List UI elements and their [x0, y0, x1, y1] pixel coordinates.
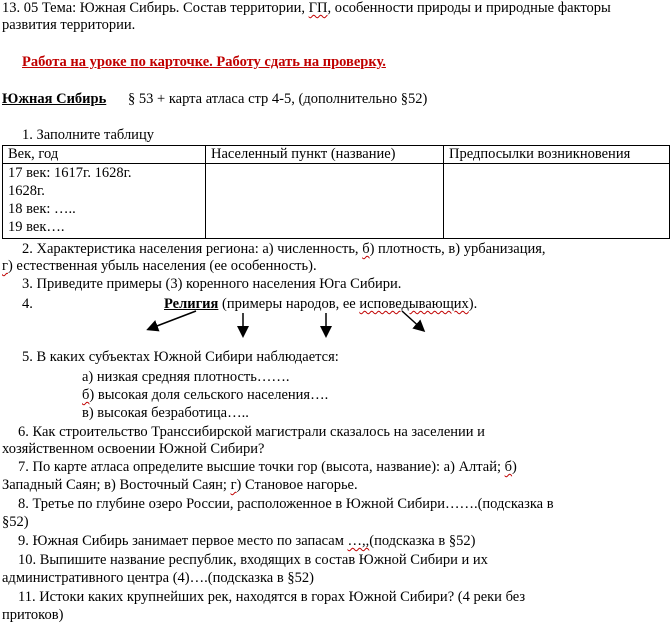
task3-text: 3. Приведите примеры (3) коренного населения Юга Сибири. — [22, 276, 402, 292]
instruction-text: Работа на уроке по карточке. Работу сдать на проверку. — [22, 54, 386, 70]
task7-line-1: 7. По карте атласа определите высшие точки гор (высота, название): а) Алтай; б) — [18, 459, 517, 475]
subject-reference: § 53 + карта атласа стр 4-5, (дополнительно §52) — [128, 91, 428, 107]
task8-line-1: 8. Третье по глубине озеро России, расположенное в Южной Сибири…….(подсказка в — [18, 496, 554, 512]
task2-line-1: 2. Характеристика населения региона: а) численность, б) плотность, в) урбанизация, — [22, 241, 546, 257]
table-header-cell: Предпосылки возникновения — [444, 146, 670, 164]
arrow-left — [149, 311, 196, 329]
religion-title: Религия — [164, 296, 219, 312]
task7-line-2: Западный Саян; в) Восточный Саян; г) Становое нагорье. — [2, 477, 358, 493]
header-line-2: развития территории. — [2, 17, 136, 33]
arrow-right — [402, 311, 423, 330]
task5-item-b: б) высокая доля сельского населения…. — [82, 387, 329, 403]
header-line-1: 13. 05 Тема: Южная Сибирь. Состав территории, ГП, особенности природы и природные факторы — [2, 0, 611, 16]
task10-line-2: административного центра (4)….(подсказка в §52) — [2, 570, 314, 586]
table-cell-century: 17 век: 1617г. 1628г. 1628г. 18 век: ….. 19 век…. — [3, 164, 206, 239]
task10-line-1: 10. Выпишите название республик, входящих в состав Южной Сибири и их — [18, 552, 488, 568]
task4-number: 4. — [22, 296, 33, 312]
task11-line-1: 11. Истоки каких крупнейших рек, находятся в горах Южной Сибири? (4 реки без — [18, 589, 526, 605]
task8-line-2: §52) — [2, 514, 29, 530]
task5-item-a: а) низкая средняя плотность……. — [82, 369, 290, 385]
table-header-cell: Населенный пункт (название) — [206, 146, 444, 164]
gp-abbreviation: ГП — [308, 0, 328, 16]
task11-line-2: притоков) — [2, 607, 64, 623]
task5-label: 5. В каких субъектах Южной Сибири наблюдается: — [22, 349, 339, 365]
task6-line-1: 6. Как строительство Транссибирской магистрали сказалось на заселении и — [18, 424, 485, 440]
task4-line: Религия (примеры народов, ее исповедывающих). — [164, 296, 478, 312]
table-header-cell: Век, год — [3, 146, 206, 164]
task1-label: 1. Заполните таблицу — [22, 127, 154, 143]
subject-title: Южная Сибирь — [2, 91, 107, 107]
task5-item-c: в) высокая безработица….. — [82, 405, 249, 421]
task6-line-2: хозяйственном освоении Южной Сибири? — [2, 441, 265, 457]
task2-line-2: г) естественная убыль населения (ее особенность). — [2, 258, 317, 274]
task9-text: 9. Южная Сибирь занимает первое место по запасам …,,(подсказка в §52) — [18, 533, 476, 549]
